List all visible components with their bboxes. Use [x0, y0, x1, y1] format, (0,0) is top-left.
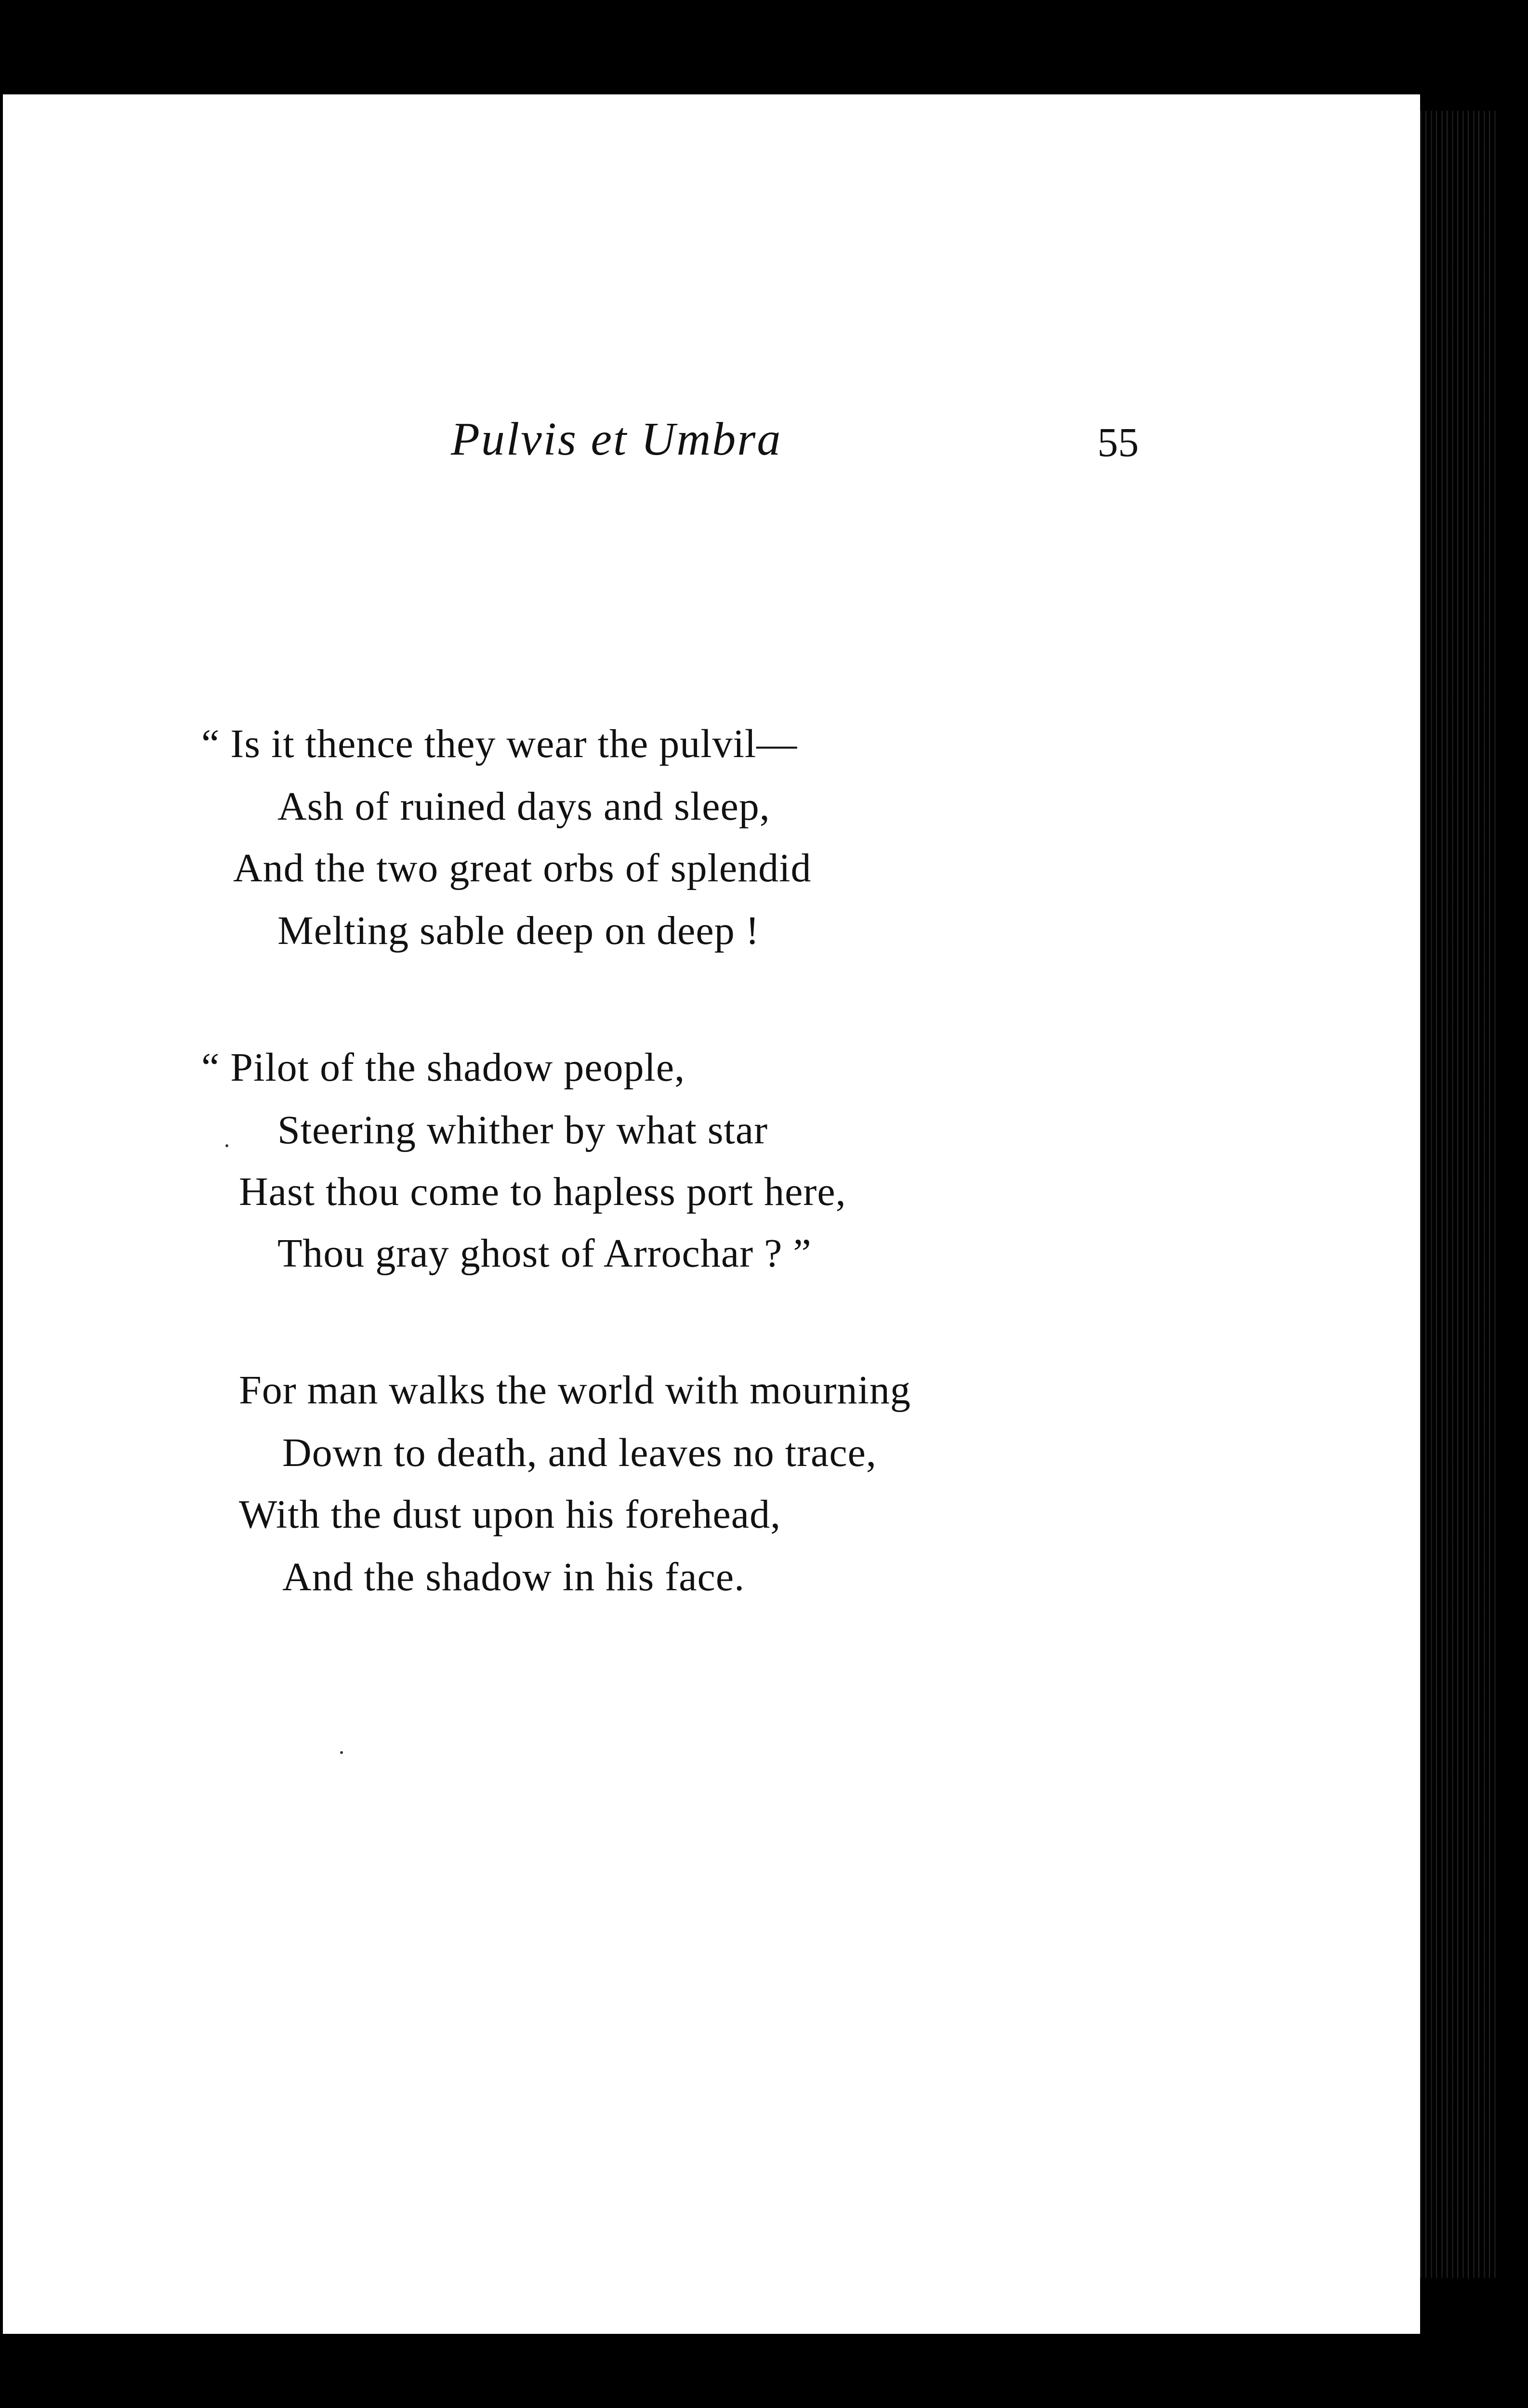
- poem: [3, 94, 1420, 2334]
- stanza-3-line-1: For man walks the world with mourning: [239, 1368, 911, 1413]
- print-speck: [225, 1144, 228, 1147]
- stanza-3-line-3: With the dust upon his forehead,: [239, 1492, 781, 1537]
- stanza-2-line-4: Thou gray ghost of Arrochar ? ”: [277, 1231, 812, 1276]
- book-page: [3, 94, 1420, 2334]
- stanza-3-line-4: And the shadow in his face.: [282, 1555, 745, 1599]
- stanza-2-line-1: “ Pilot of the shadow people,: [201, 1045, 685, 1090]
- stanza-2-line-3: Hast thou come to hapless port here,: [239, 1169, 846, 1214]
- page-edge-stack: [1420, 111, 1497, 2278]
- stanza-1-line-2: Ash of ruined days and sleep,: [277, 784, 770, 829]
- print-speck: [340, 1751, 343, 1754]
- stanza-3-line-2: Down to death, and leaves no trace,: [282, 1430, 877, 1475]
- stanza-1-line-4: Melting sable deep on deep !: [277, 908, 760, 953]
- running-title: Pulvis et Umbra: [451, 413, 782, 465]
- stanza-1-line-1: “ Is it thence they wear the pulvil—: [201, 721, 798, 766]
- stanza-2-line-2: Steering whither by what star: [277, 1108, 768, 1152]
- stanza-1-line-3: And the two great orbs of splendid: [233, 846, 812, 890]
- page-number: 55: [1097, 419, 1139, 465]
